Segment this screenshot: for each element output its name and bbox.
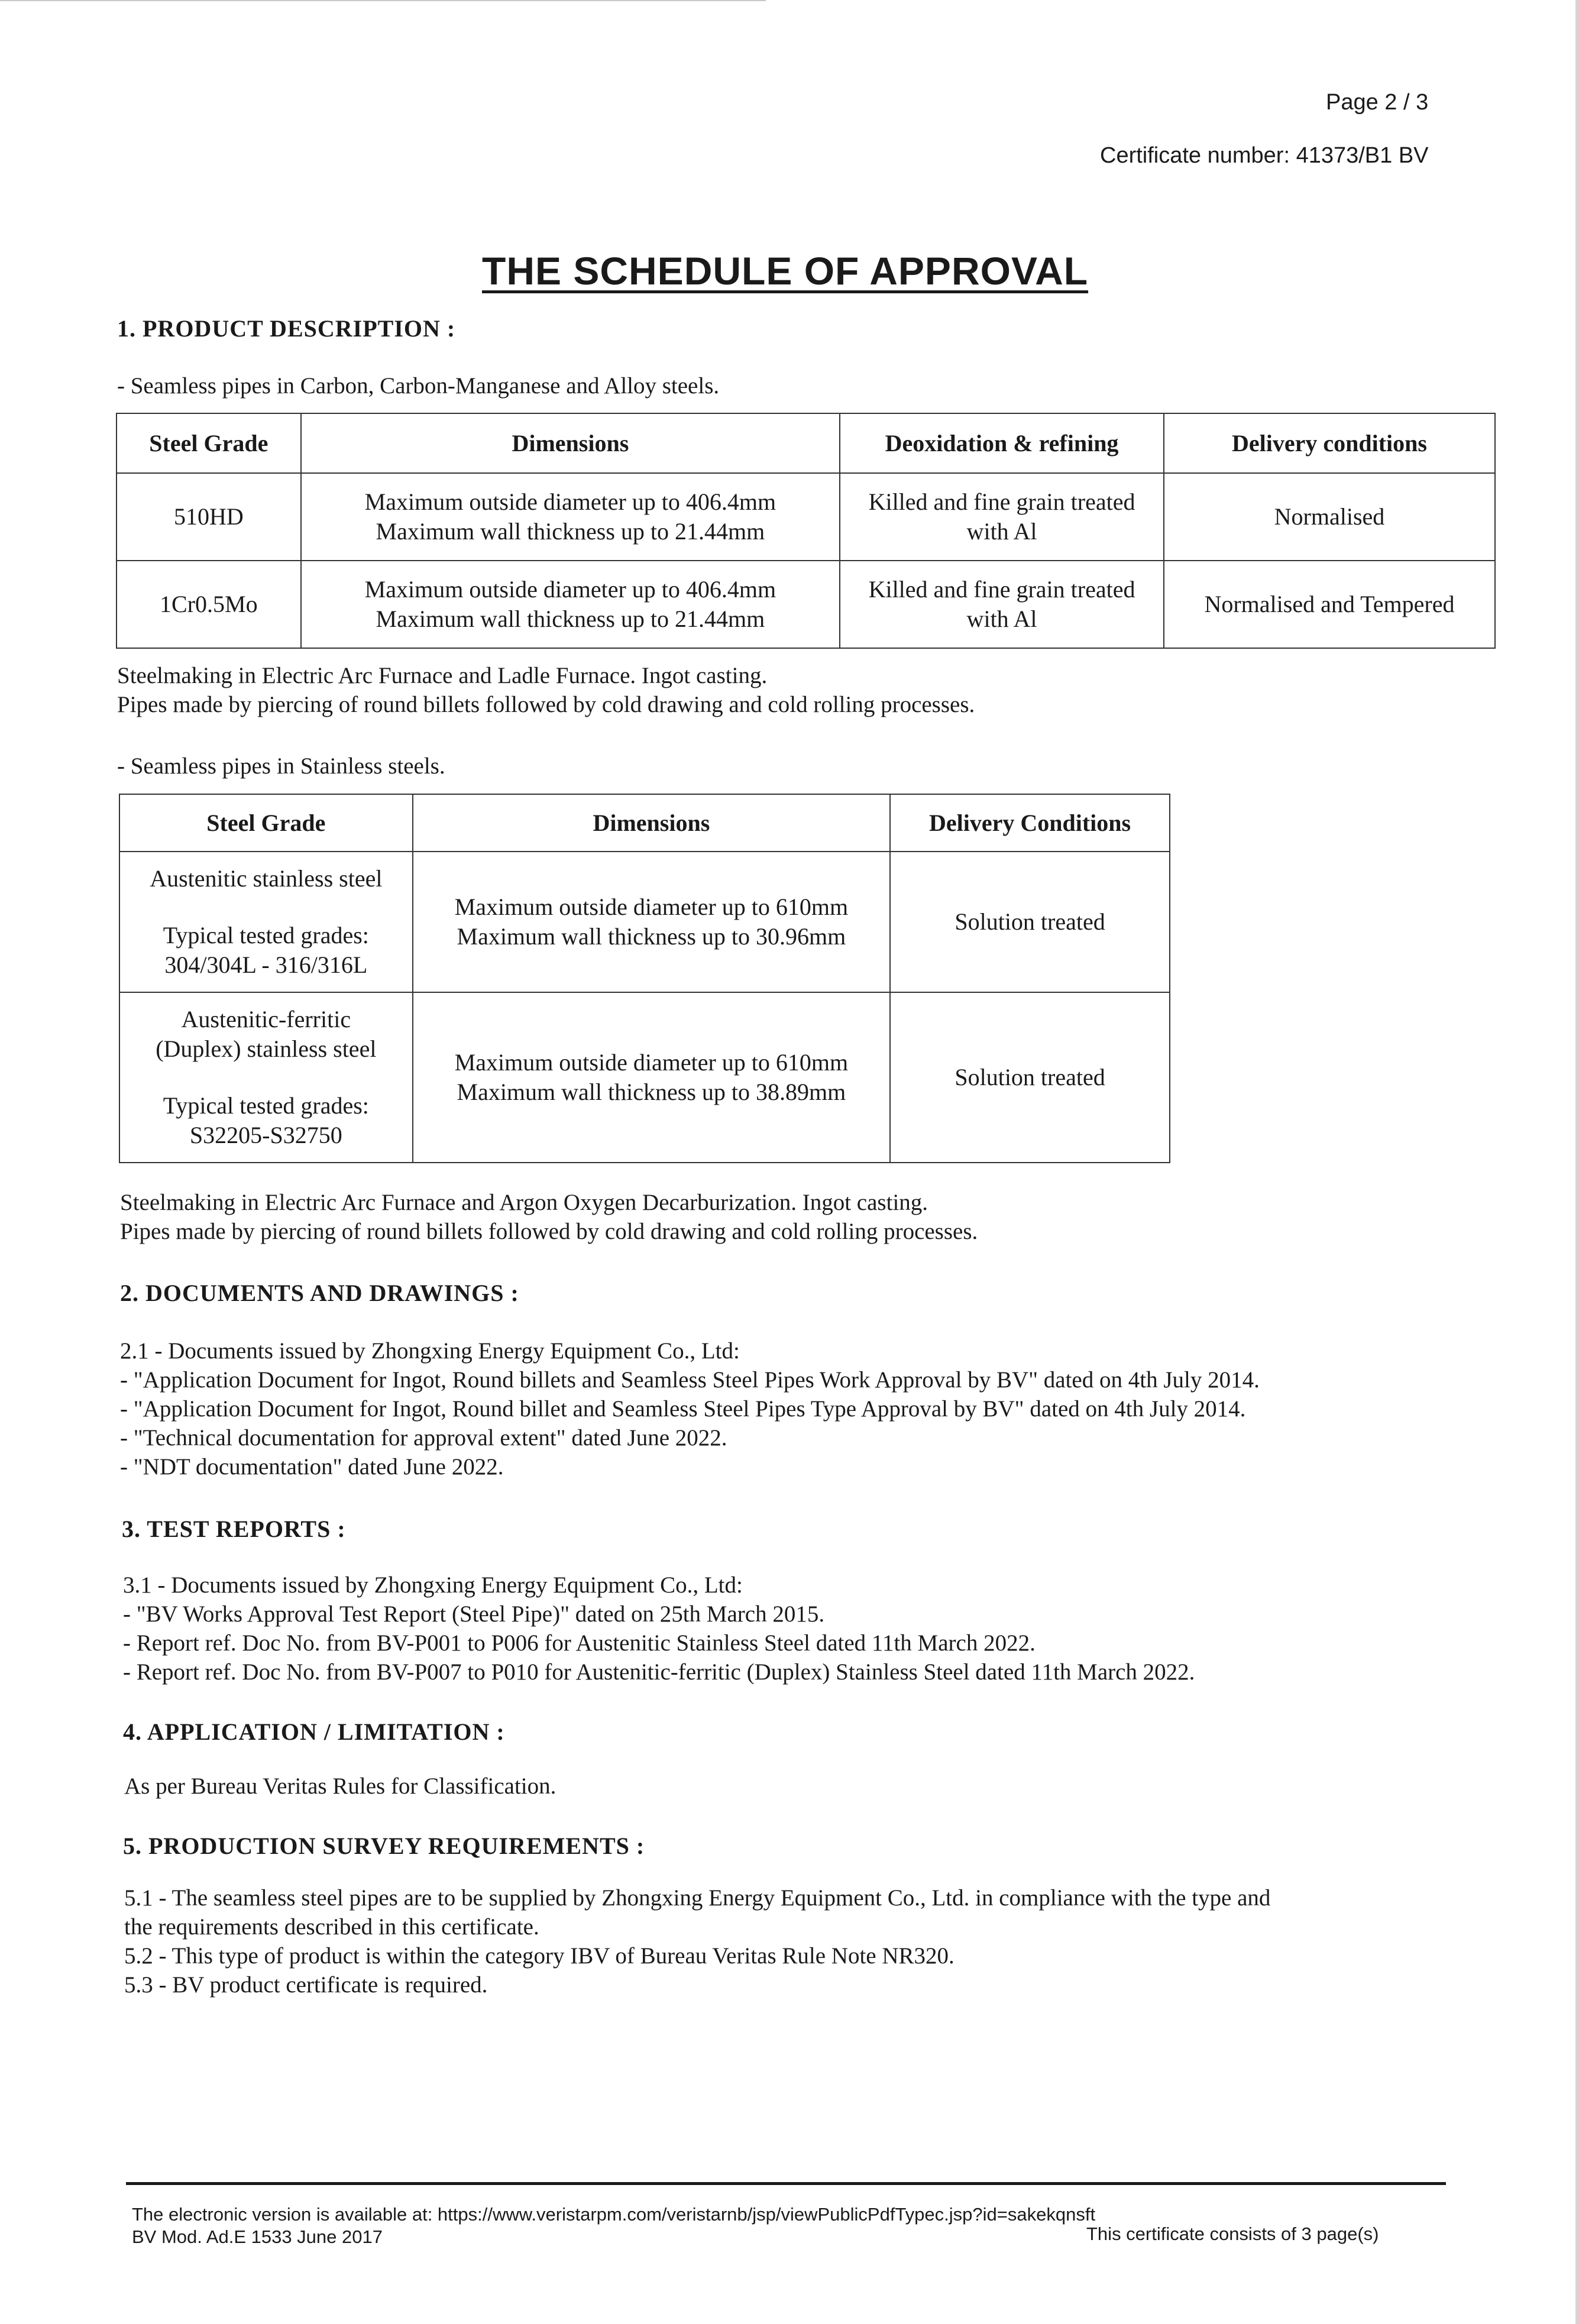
survey-requirements bbox=[124, 1883, 1270, 1999]
steel-grade-cell: 1Cr0.5Mo bbox=[117, 561, 301, 648]
delivery-condition-cell: Solution treated bbox=[890, 852, 1170, 992]
certificate-number: Certificate number: 41373/B1 BV bbox=[1100, 143, 1429, 168]
deoxidation-line: Killed and fine grain treated bbox=[868, 488, 1135, 515]
dimensions-cell bbox=[301, 473, 840, 561]
steel-grade-cell: 510HD bbox=[117, 473, 301, 561]
column-header: Steel Grade bbox=[119, 794, 413, 852]
document-title: THE SCHEDULE OF APPROVAL bbox=[482, 249, 1089, 293]
section-heading-product-description: 1. PRODUCT DESCRIPTION : bbox=[117, 315, 456, 342]
table-row bbox=[117, 561, 1495, 648]
table-header-row bbox=[119, 794, 1170, 852]
application-text: As per Bureau Veritas Rules for Classification. bbox=[124, 1773, 556, 1799]
dimension-line: Maximum outside diameter up to 406.4mm bbox=[364, 488, 776, 515]
delivery-condition-cell: Normalised and Tempered bbox=[1164, 561, 1495, 648]
list-item: - "Application Document for Ingot, Round billets and Seamless Steel Pipes Work Approval by BV" dated on 4th July 2014. bbox=[120, 1367, 1260, 1393]
deoxidation-cell bbox=[840, 473, 1164, 561]
dimension-line: Maximum wall thickness up to 21.44mm bbox=[376, 518, 765, 545]
requirement-line: 5.1 - The seamless steel pipes are to be supplied by Zhongxing Energy Equipment Co., Ltd. in compliance with the type and bbox=[124, 1885, 1271, 1911]
list-item: - "Application Document for Ingot, Round billet and Seamless Steel Pipes Type Approval by BV" dated on 4th July 2014. bbox=[120, 1396, 1246, 1422]
stainless-steel-notes bbox=[120, 1188, 978, 1246]
table-row bbox=[119, 992, 1170, 1163]
column-header: Dimensions bbox=[301, 413, 840, 473]
documents-list bbox=[120, 1336, 1260, 1481]
column-header: Dimensions bbox=[413, 794, 890, 852]
requirement-line: 5.3 - BV product certificate is required. bbox=[124, 1972, 488, 1998]
electronic-version-note: The electronic version is available at: https://www.veristarpm.com/veristarnb/jsp/viewPublicPdfTypec.jsp?id=sakekqnsft bbox=[132, 2204, 1096, 2225]
list-item: 3.1 - Documents issued by Zhongxing Energy Equipment Co., Ltd: bbox=[123, 1572, 743, 1598]
table-row bbox=[117, 473, 1495, 561]
list-item: - Report ref. Doc No. from BV-P001 to P006 for Austenitic Stainless Steel dated 11th March 2022. bbox=[123, 1630, 1036, 1656]
carbon-steel-table bbox=[116, 413, 1496, 649]
grade-line: Austenitic-ferritic bbox=[181, 1006, 351, 1032]
grade-line: (Duplex) stainless steel bbox=[156, 1035, 377, 1062]
page-count-note: This certificate consists of 3 page(s) bbox=[1086, 2223, 1379, 2244]
column-header: Delivery Conditions bbox=[890, 794, 1170, 852]
delivery-condition-cell: Normalised bbox=[1164, 473, 1495, 561]
grade-line: S32205-S32750 bbox=[189, 1122, 342, 1148]
intro-stainless-steels: - Seamless pipes in Stainless steels. bbox=[117, 753, 445, 779]
grade-line: Typical tested grades: bbox=[163, 1092, 369, 1119]
column-header: Deoxidation & refining bbox=[840, 413, 1164, 473]
list-item: - "Technical documentation for approval extent" dated June 2022. bbox=[120, 1425, 727, 1451]
list-item: - "NDT documentation" dated June 2022. bbox=[120, 1454, 504, 1480]
scan-edge-right bbox=[1575, 0, 1579, 2324]
steel-grade-cell bbox=[119, 852, 413, 992]
section-heading-test-reports: 3. TEST REPORTS : bbox=[122, 1516, 346, 1542]
pipe-process-note: Pipes made by piercing of round billets followed by cold drawing and cold rolling processes. bbox=[117, 692, 975, 717]
grade-line: Austenitic stainless steel bbox=[150, 865, 383, 892]
dimension-line: Maximum wall thickness up to 38.89mm bbox=[457, 1079, 846, 1105]
footer-rule bbox=[126, 2182, 1446, 2185]
section-heading-application: 4. APPLICATION / LIMITATION : bbox=[123, 1718, 505, 1745]
deoxidation-line: Killed and fine grain treated bbox=[868, 576, 1135, 603]
deoxidation-line: with Al bbox=[966, 606, 1037, 632]
carbon-steel-notes bbox=[117, 661, 975, 719]
column-header: Steel Grade bbox=[117, 413, 301, 473]
grade-line bbox=[126, 894, 406, 921]
table-row bbox=[119, 852, 1170, 992]
dimension-line: Maximum outside diameter up to 610mm bbox=[454, 1049, 849, 1076]
steelmaking-note: Steelmaking in Electric Arc Furnace and Ladle Furnace. Ingot casting. bbox=[117, 663, 768, 688]
dimension-line: Maximum wall thickness up to 30.96mm bbox=[457, 923, 846, 950]
list-item: - "BV Works Approval Test Report (Steel Pipe)" dated on 25th March 2015. bbox=[123, 1601, 825, 1627]
intro-carbon-steels: - Seamless pipes in Carbon, Carbon-Manganese and Alloy steels. bbox=[117, 373, 720, 399]
dimensions-cell bbox=[413, 852, 890, 992]
dimension-line: Maximum wall thickness up to 21.44mm bbox=[376, 606, 765, 632]
steelmaking-note: Steelmaking in Electric Arc Furnace and Argon Oxygen Decarburization. Ingot casting. bbox=[120, 1190, 928, 1215]
column-header: Delivery conditions bbox=[1164, 413, 1495, 473]
dimensions-cell bbox=[413, 992, 890, 1163]
form-reference: BV Mod. Ad.E 1533 June 2017 bbox=[132, 2226, 383, 2247]
section-heading-documents: 2. DOCUMENTS AND DRAWINGS : bbox=[120, 1280, 519, 1306]
table-header-row bbox=[117, 413, 1495, 473]
grade-line: Typical tested grades: bbox=[163, 922, 369, 949]
dimensions-cell bbox=[301, 561, 840, 648]
requirement-line: the requirements described in this certificate. bbox=[124, 1914, 539, 1940]
steel-grade-cell bbox=[119, 992, 413, 1163]
deoxidation-line: with Al bbox=[966, 518, 1037, 545]
list-item: 2.1 - Documents issued by Zhongxing Energy Equipment Co., Ltd: bbox=[120, 1338, 740, 1364]
dimension-line: Maximum outside diameter up to 610mm bbox=[454, 894, 849, 920]
pipe-process-note: Pipes made by piercing of round billets followed by cold drawing and cold rolling processes. bbox=[120, 1219, 978, 1244]
grade-spacer bbox=[126, 1064, 406, 1091]
requirement-line: 5.2 - This type of product is within the category IBV of Bureau Veritas Rule Note NR320. bbox=[124, 1943, 954, 1969]
test-reports-list bbox=[123, 1571, 1195, 1687]
stainless-steel-table bbox=[119, 794, 1170, 1163]
page-number: Page 2 / 3 bbox=[1326, 90, 1429, 115]
section-heading-survey-requirements: 5. PRODUCTION SURVEY REQUIREMENTS : bbox=[123, 1833, 645, 1859]
grade-line: 304/304L - 316/316L bbox=[164, 951, 368, 978]
dimension-line: Maximum outside diameter up to 406.4mm bbox=[364, 576, 776, 603]
deoxidation-cell bbox=[840, 561, 1164, 648]
delivery-condition-cell: Solution treated bbox=[890, 992, 1170, 1163]
scan-edge-top bbox=[0, 0, 766, 1]
list-item: - Report ref. Doc No. from BV-P007 to P010 for Austenitic-ferritic (Duplex) Stainless Steel dated 11th March 2022. bbox=[123, 1659, 1195, 1685]
